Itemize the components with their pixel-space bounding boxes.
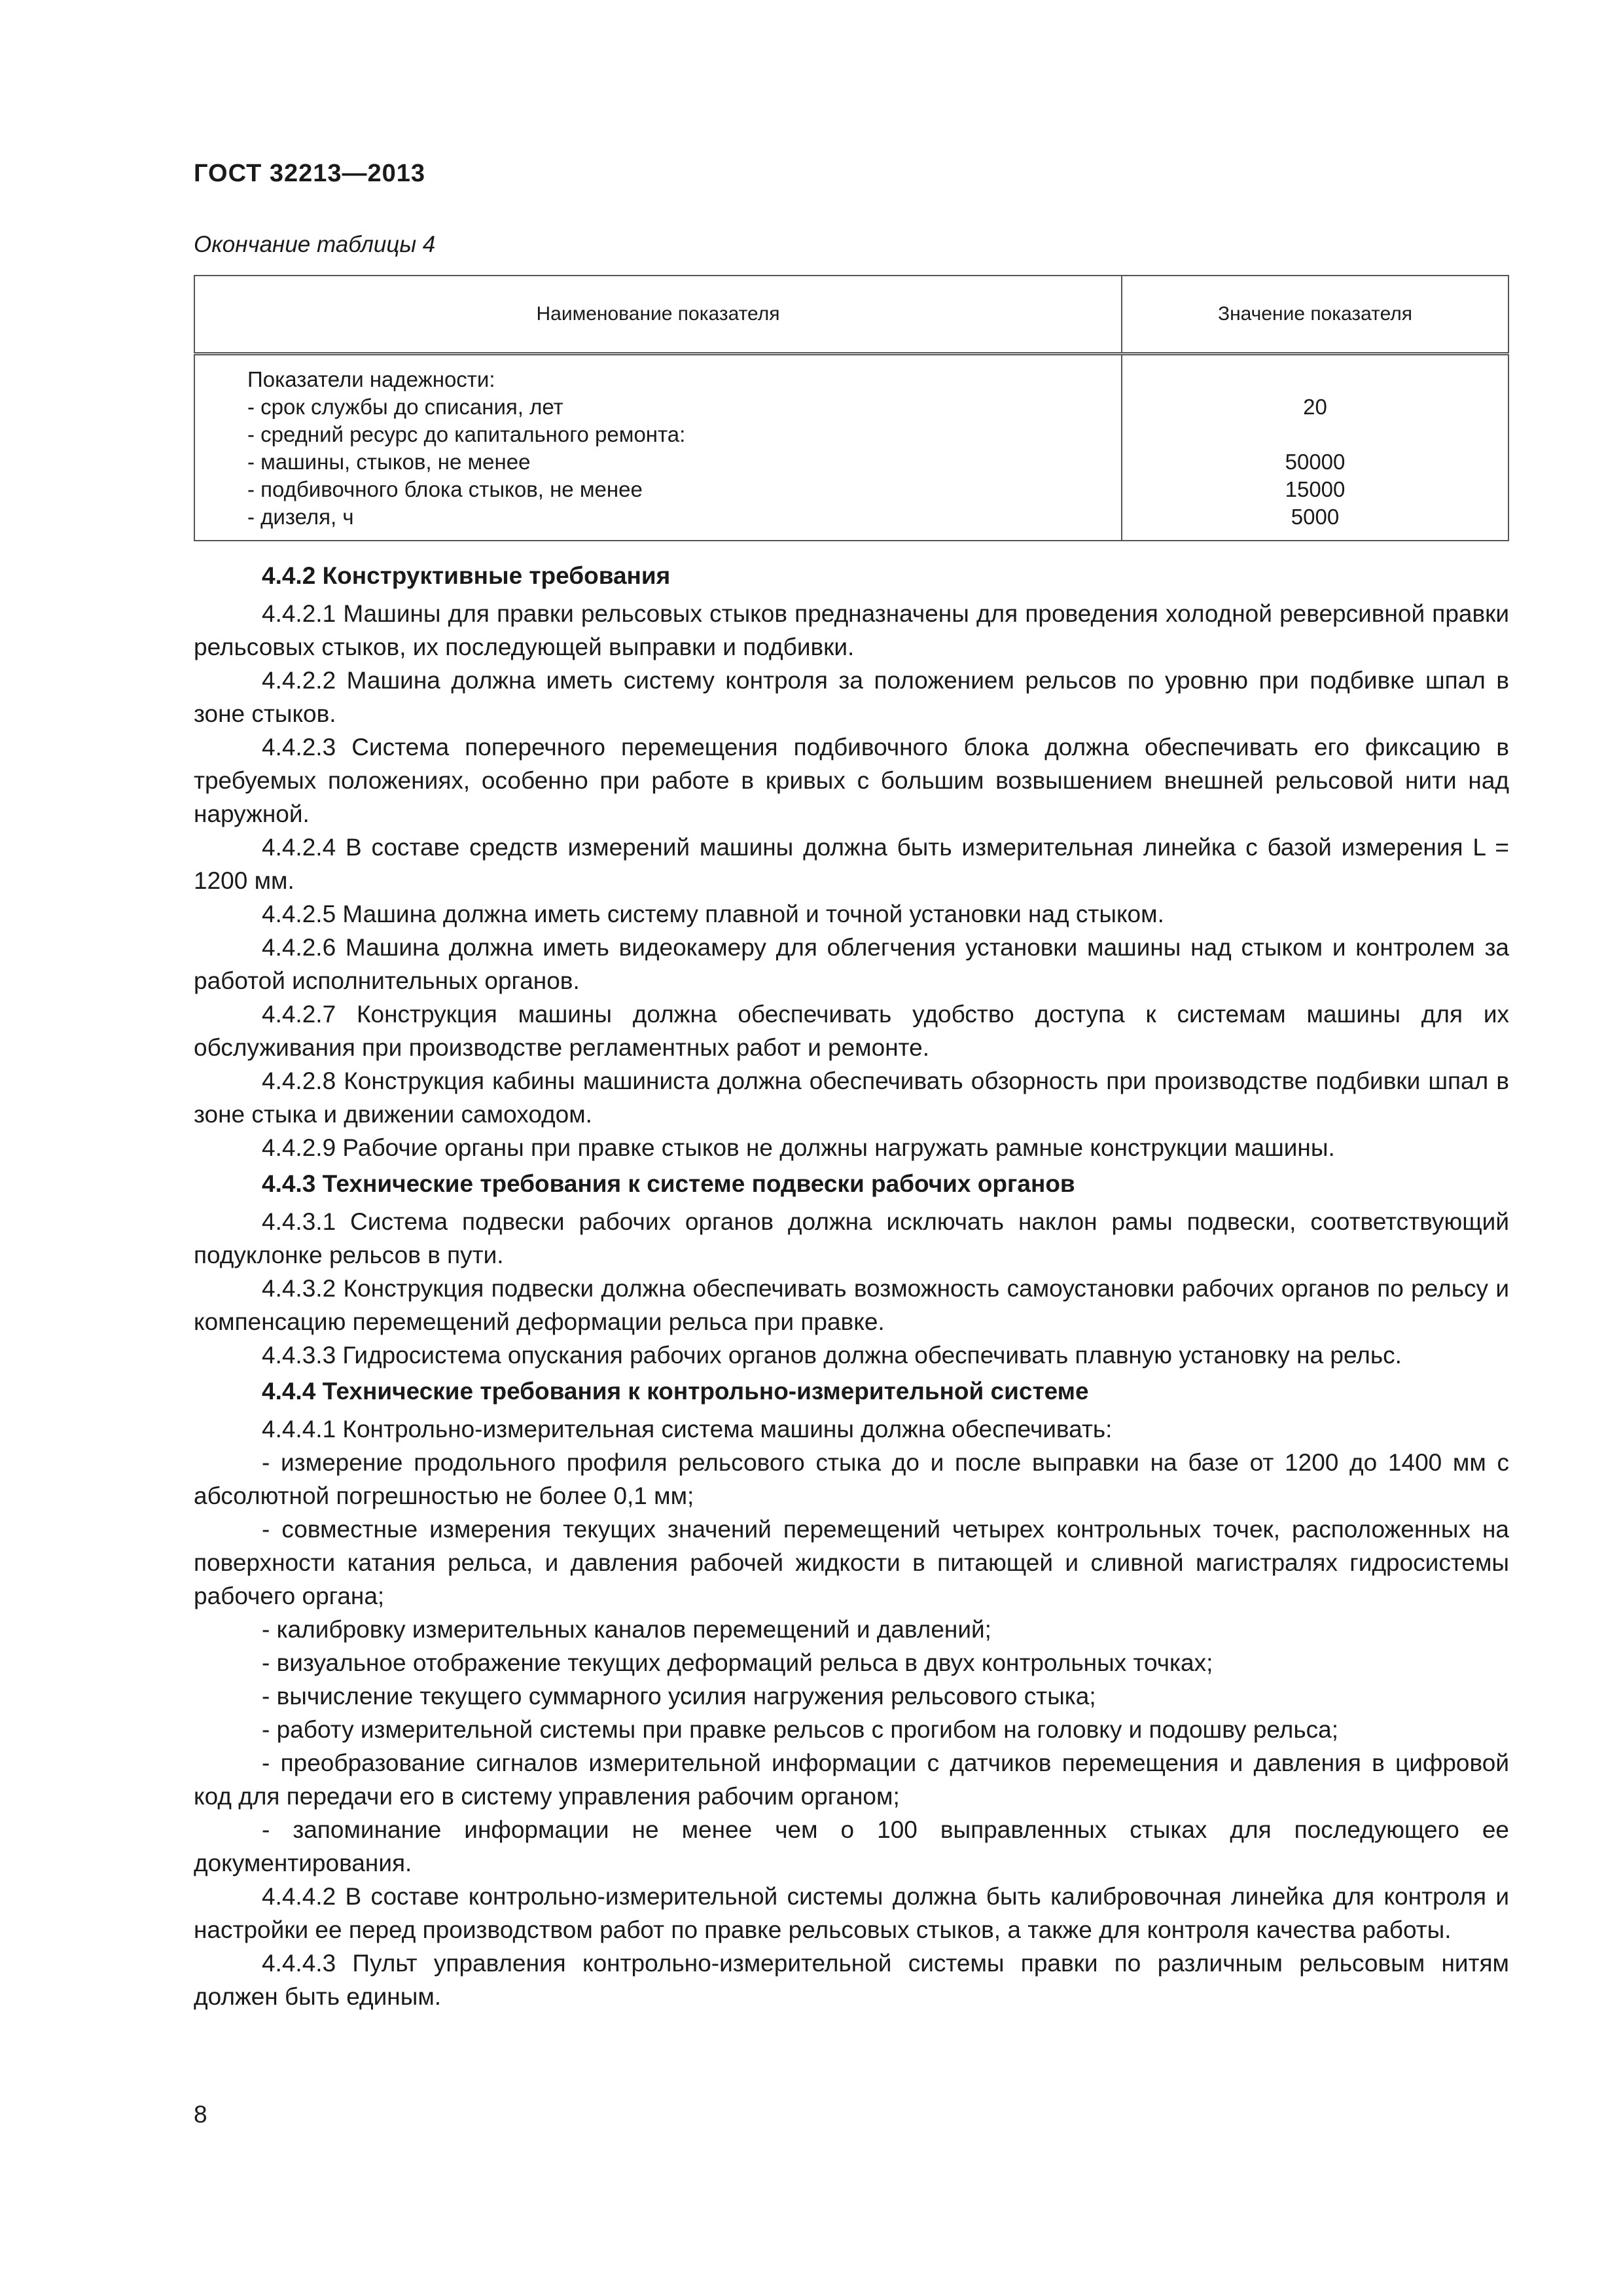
paragraph: 4.4.2.5 Машина должна иметь систему плавной и точной установки над стыком. xyxy=(262,901,1164,927)
indicator-value xyxy=(1135,366,1495,393)
indicator-name: - машины, стыков, не менее xyxy=(247,450,531,474)
paragraph: 4.4.2.7 Конструкция машины должна обеспечивать удобство доступа к системам машины для их обслуживания при производстве регламентных работ и ремонте. xyxy=(194,1001,1509,1061)
paragraph: 4.4.4.1 Контрольно-измерительная система машины должна обеспечивать: xyxy=(262,1416,1113,1443)
paragraph: 4.4.4.3 Пульт управления контрольно-измерительной системы правки по различным рельсовым нитям должен быть единым. xyxy=(194,1950,1509,2010)
paragraph: - совместные измерения текущих значений перемещений четырех контрольных точек, расположенных на поверхности катания рельса, и давления рабочей жидкости в питающей и сливной магистралях гидросистемы рабочего органа; xyxy=(194,1516,1509,1609)
paragraph: 4.4.2.1 Машины для правки рельсовых стыков предназначены для проведения холодной реверсивной правки рельсовых стыков, их последующей выправки и подбивки. xyxy=(194,600,1509,660)
section-heading: 4.4.2 Конструктивные требования xyxy=(262,562,671,589)
page-number: 8 xyxy=(194,2101,207,2128)
paragraph: 4.4.3.2 Конструкция подвески должна обеспечивать возможность самоустановки рабочих органов по рельсу и компенсацию перемещений деформации рельса при правке. xyxy=(194,1275,1509,1335)
column-header-value: Значение показателя xyxy=(1122,276,1508,354)
paragraph: 4.4.2.2 Машина должна иметь систему контроля за положением рельсов по уровню при подбивке шпал в зоне стыков. xyxy=(194,667,1509,727)
indicator-name: Показатели надежности: xyxy=(247,367,495,391)
document-id: ГОСТ 32213—2013 xyxy=(194,160,426,187)
specification-table xyxy=(194,275,1509,541)
indicator-value: 50000 xyxy=(1285,450,1346,474)
table-row xyxy=(194,354,1508,541)
paragraph: - вычисление текущего суммарного усилия нагружения рельсового стыка; xyxy=(262,1683,1096,1710)
paragraph: - визуальное отображение текущих деформаций рельса в двух контрольных точках; xyxy=(262,1649,1213,1676)
indicator-names-cell xyxy=(194,354,1122,541)
paragraph: 4.4.2.8 Конструкция кабины машиниста должна обеспечивать обзорность при производстве подбивки шпал в зоне стыка и движении самоходом. xyxy=(194,1067,1509,1128)
paragraph: 4.4.3.3 Гидросистема опускания рабочих органов должна обеспечивать плавную установку на рельс. xyxy=(262,1342,1402,1369)
indicator-name: - дизеля, ч xyxy=(247,505,354,529)
table-header-row xyxy=(194,276,1508,354)
paragraph: - работу измерительной системы при правке рельсов с прогибом на головку и подошву рельса; xyxy=(262,1716,1338,1743)
paragraph: 4.4.2.9 Рабочие органы при правке стыков не должны нагружать рамные конструкции машины. xyxy=(262,1134,1335,1161)
indicator-name: - срок службы до списания, лет xyxy=(247,395,563,419)
indicator-values-cell xyxy=(1122,354,1508,541)
paragraph: 4.4.2.6 Машина должна иметь видеокамеру для облегчения установки машины над стыком и контролем за работой исполнительных органов. xyxy=(194,934,1509,994)
section-heading: 4.4.4 Технические требования к контрольно-измерительной системе xyxy=(262,1378,1089,1405)
table-caption: Окончание таблицы 4 xyxy=(194,232,436,257)
paragraph: - измерение продольного профиля рельсового стыка до и после выправки на базе от 1200 до 1400 мм с абсолютной погрешностью не более 0,1 мм; xyxy=(194,1449,1509,1509)
paragraph: 4.4.2.4 В составе средств измерений машины должна быть измерительная линейка с базой измерения L = 1200 мм. xyxy=(194,834,1509,894)
column-header-name: Наименование показателя xyxy=(194,276,1122,354)
paragraph: 4.4.4.2 В составе контрольно-измерительной системы должна быть калибровочная линейка для контроля и настройки ее перед производством работ по правке рельсовых стыков, а также для контроля качества работы. xyxy=(194,1883,1509,1943)
paragraph: - калибровку измерительных каналов перемещений и давлений; xyxy=(262,1616,991,1643)
section-heading: 4.4.3 Технические требования к системе подвески рабочих органов xyxy=(262,1170,1075,1197)
indicator-value: 5000 xyxy=(1291,505,1340,529)
paragraph: 4.4.2.3 Система поперечного перемещения подбивочного блока должна обеспечивать его фиксацию в требуемых положениях, особенно при работе в кривых с большим возвышением внешней рельсовой нити над наружной. xyxy=(194,734,1509,827)
indicator-value xyxy=(1135,421,1495,448)
paragraph: - запоминание информации не менее чем о 100 выправленных стыках для последующего ее документирования. xyxy=(194,1816,1509,1876)
indicator-value: 15000 xyxy=(1285,477,1346,501)
indicator-name: - подбивочного блока стыков, не менее xyxy=(247,477,643,501)
paragraph: 4.4.3.1 Система подвески рабочих органов должна исключать наклон рамы подвески, соответствующий подуклонке рельсов в пути. xyxy=(194,1208,1509,1268)
document-body xyxy=(194,556,1509,2013)
indicator-value: 20 xyxy=(1303,395,1327,419)
indicator-name: - средний ресурс до капитального ремонта: xyxy=(247,422,686,446)
paragraph: - преобразование сигналов измерительной информации с датчиков перемещения и давления в цифровой код для передачи его в систему управления рабочим органом; xyxy=(194,1749,1509,1810)
